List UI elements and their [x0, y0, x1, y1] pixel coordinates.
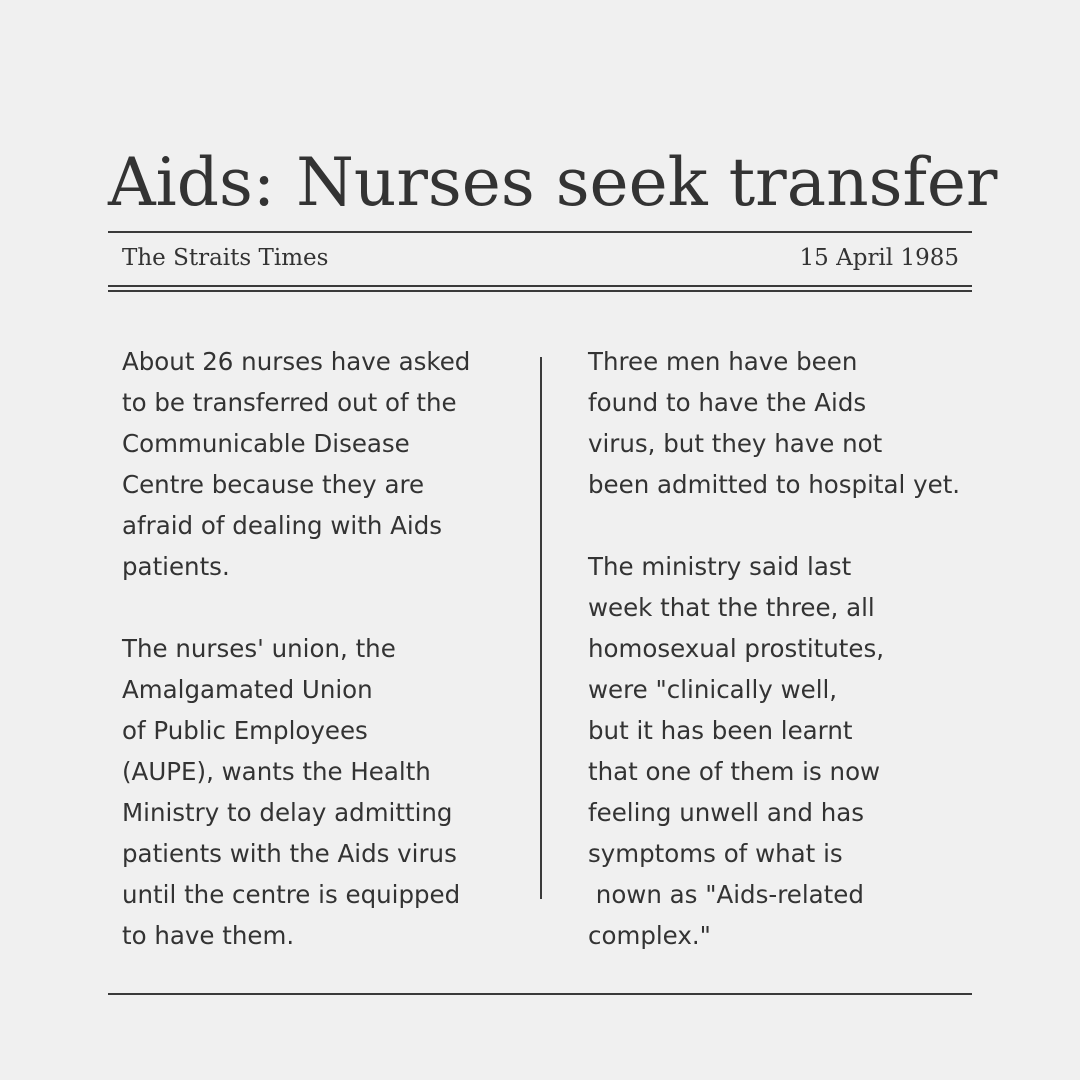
text-line: week that the three, all [588, 593, 875, 622]
left-column [122, 341, 502, 997]
text-line: virus, but they have not [588, 429, 883, 458]
text-line: homosexual prostitutes, [588, 634, 885, 663]
text-line: Ministry to delay admitting [122, 798, 453, 827]
text-line: The ministry said last [588, 552, 852, 581]
text-line: patients. [122, 552, 230, 581]
text-line: to have them. [122, 921, 295, 950]
text-line: Communicable Disease [122, 429, 410, 458]
right-column [588, 341, 988, 997]
column-divider [540, 357, 542, 899]
article-bottom-rule [108, 993, 972, 995]
text-line: Amalgamated Union [122, 675, 373, 704]
publication-name: The Straits Times [122, 245, 329, 271]
masthead-bottom-rule-1 [108, 285, 972, 287]
text-line: been admitted to hospital yet. [588, 470, 961, 499]
text-line: symptoms of what is [588, 839, 843, 868]
masthead [122, 240, 959, 276]
text-line: feeling unwell and has [588, 798, 865, 827]
text-line: Centre because they are [122, 470, 425, 499]
text-line: until the centre is equipped [122, 880, 461, 909]
text-line: (AUPE), wants the Health [122, 757, 431, 786]
text-line: but it has been learnt [588, 716, 853, 745]
headline: Aids: Nurses seek transfer [108, 144, 998, 221]
text-line: afraid of dealing with Aids [122, 511, 443, 540]
text-line: Three men have been [588, 347, 858, 376]
text-line: that one of them is now [588, 757, 881, 786]
publication-date: 15 April 1985 [799, 245, 959, 271]
text-line: to be transferred out of the [122, 388, 457, 417]
masthead-bottom-rule-2 [108, 290, 972, 292]
text-line: About 26 nurses have asked [122, 347, 471, 376]
right-paragraph-2 [588, 546, 988, 956]
text-line: The nurses' union, the [122, 634, 396, 663]
text-line: complex." [588, 921, 711, 950]
left-paragraph-1 [122, 341, 502, 587]
text-line: of Public Employees [122, 716, 368, 745]
text-line: found to have the Aids [588, 388, 867, 417]
left-paragraph-2 [122, 628, 502, 956]
text-line: were "clinically well, [588, 675, 838, 704]
text-line: patients with the Aids virus [122, 839, 457, 868]
masthead-top-rule [108, 231, 972, 233]
text-line: nown as "Aids-related [588, 880, 864, 909]
right-paragraph-1 [588, 341, 988, 505]
